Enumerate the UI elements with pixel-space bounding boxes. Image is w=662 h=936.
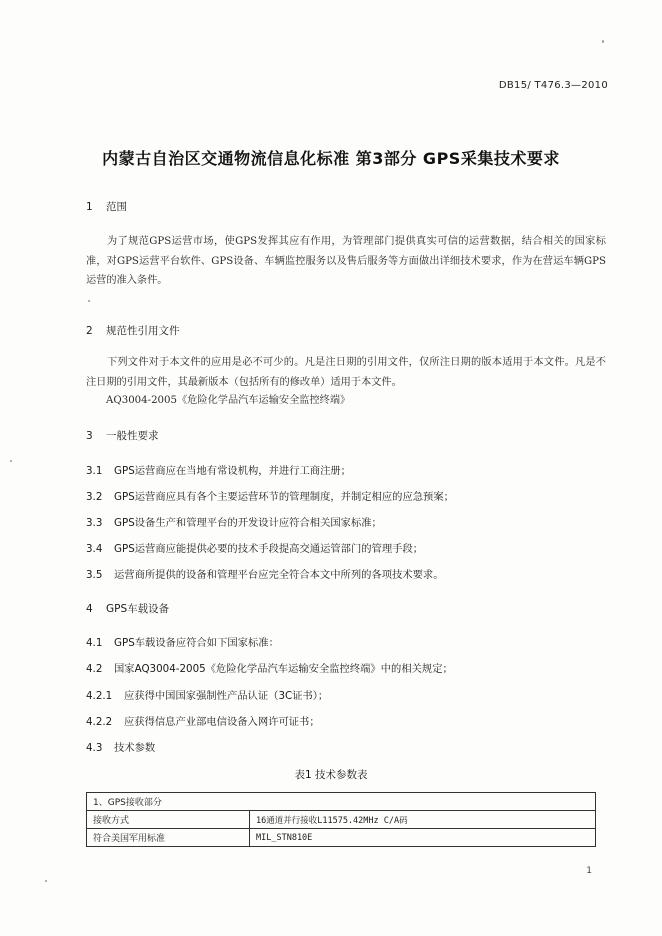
table-cell-label: 符合美国军用标准 [87, 829, 250, 847]
clause-number: 3.3 [86, 517, 103, 529]
section-4-heading [86, 601, 169, 616]
clause-text: GPS运营商应能提供必要的技术手段提高交通运管部门的管理手段； [114, 543, 424, 555]
clause-number: 3.5 [86, 569, 103, 581]
clause-item [86, 540, 423, 555]
clause-text: GPS车载设备应符合如下国家标准： [114, 637, 279, 649]
clause-number: 4.2.1 [86, 690, 113, 702]
table-cell-value: 16通道并行接收L11575.42MHz C/A码 [250, 811, 596, 829]
clause-text: 技术参数 [114, 742, 156, 754]
clause-number: 4.2.2 [86, 716, 113, 728]
section-title: 一般性要求 [106, 430, 159, 442]
section-title: 范围 [106, 201, 127, 213]
clause-number: 4.2 [86, 663, 103, 675]
clause-item [86, 660, 453, 675]
table-caption: 表1 技术参数表 [294, 769, 368, 781]
clause-item [86, 566, 444, 581]
section-number: 3 [86, 430, 93, 442]
section-1-heading [86, 199, 127, 214]
table-group-header: 1、GPS接收部分 [87, 793, 596, 811]
table-cell-label: 接收方式 [87, 811, 250, 829]
clause-text: GPS运营商应在当地有常设机构，并进行工商注册； [114, 465, 351, 477]
standard-code: DB15/ T476.3—2010 [498, 80, 608, 91]
clause-text: GPS运营商应具有各个主要运营环节的管理制度，并制定相应的应急预案； [114, 491, 454, 503]
clause-item [86, 514, 382, 529]
table-row [87, 811, 596, 829]
section-number: 1 [86, 201, 93, 213]
section-2-heading [86, 323, 180, 338]
section-number: 2 [86, 325, 93, 337]
clause-number: 4.1 [86, 637, 103, 649]
clause-number: 3.2 [86, 491, 103, 503]
normative-reference: AQ3004-2005《危险化学品汽车运输安全监控终端》 [106, 395, 351, 406]
clause-item [86, 687, 328, 702]
technical-parameters-table [86, 792, 596, 847]
section-number: 4 [86, 603, 93, 615]
section-title: GPS车载设备 [106, 603, 170, 615]
table-group-row [87, 793, 596, 811]
table-cell-value: MIL_STN810E [250, 829, 596, 847]
clause-text: 国家AQ3004-2005《危险化学品汽车运输安全监控终端》中的相关规定； [114, 663, 453, 675]
clause-item [86, 488, 454, 503]
table-row [87, 829, 596, 847]
clause-item [86, 634, 279, 649]
clause-item [86, 739, 155, 754]
clause-text: 运营商所提供的设备和管理平台应完全符合本文中所列的各项技术要求。 [114, 569, 444, 581]
clause-number: 3.4 [86, 543, 103, 555]
section-title: 规范性引用文件 [106, 325, 180, 337]
scan-speck [88, 300, 90, 302]
clause-text: GPS设备生产和管理平台的开发设计应符合相关国家标准； [114, 517, 382, 529]
clause-number: 4.3 [86, 742, 103, 754]
clause-text: 应获得中国国家强制性产品认证（3C证书）； [124, 690, 329, 702]
section-2-body: 下列文件对于本文件的应用是必不可少的。凡是注日期的引用文件，仅所注日期的版本适用于本文件。凡是不注日期的引用文件，其最新版本（包括所有的修改单）适用于本文件。 [86, 357, 606, 388]
document-title: 内蒙古自治区交通物流信息化标准 第3部分 GPS采集技术要求 [102, 149, 560, 168]
clause-item [86, 462, 351, 477]
scan-speck [602, 40, 604, 43]
clause-text: 应获得信息产业部电信设备入网许可证书； [124, 716, 320, 728]
section-3-heading [86, 428, 159, 443]
page-number: 1 [586, 866, 592, 876]
clause-item [86, 713, 320, 728]
scan-speck [10, 460, 12, 462]
scan-speck [45, 880, 47, 882]
clause-number: 3.1 [86, 465, 103, 477]
section-1-body: 为了规范GPS运营市场，使GPS发挥其应有作用，为管理部门提供真实可信的运营数据，结合相关的国家标准，对GPS运营平台软件、GPS设备、车辆监控服务以及售后服务等方面做出详细技术要求，作为在营运车辆GPS运营的准入条件。 [86, 236, 606, 286]
